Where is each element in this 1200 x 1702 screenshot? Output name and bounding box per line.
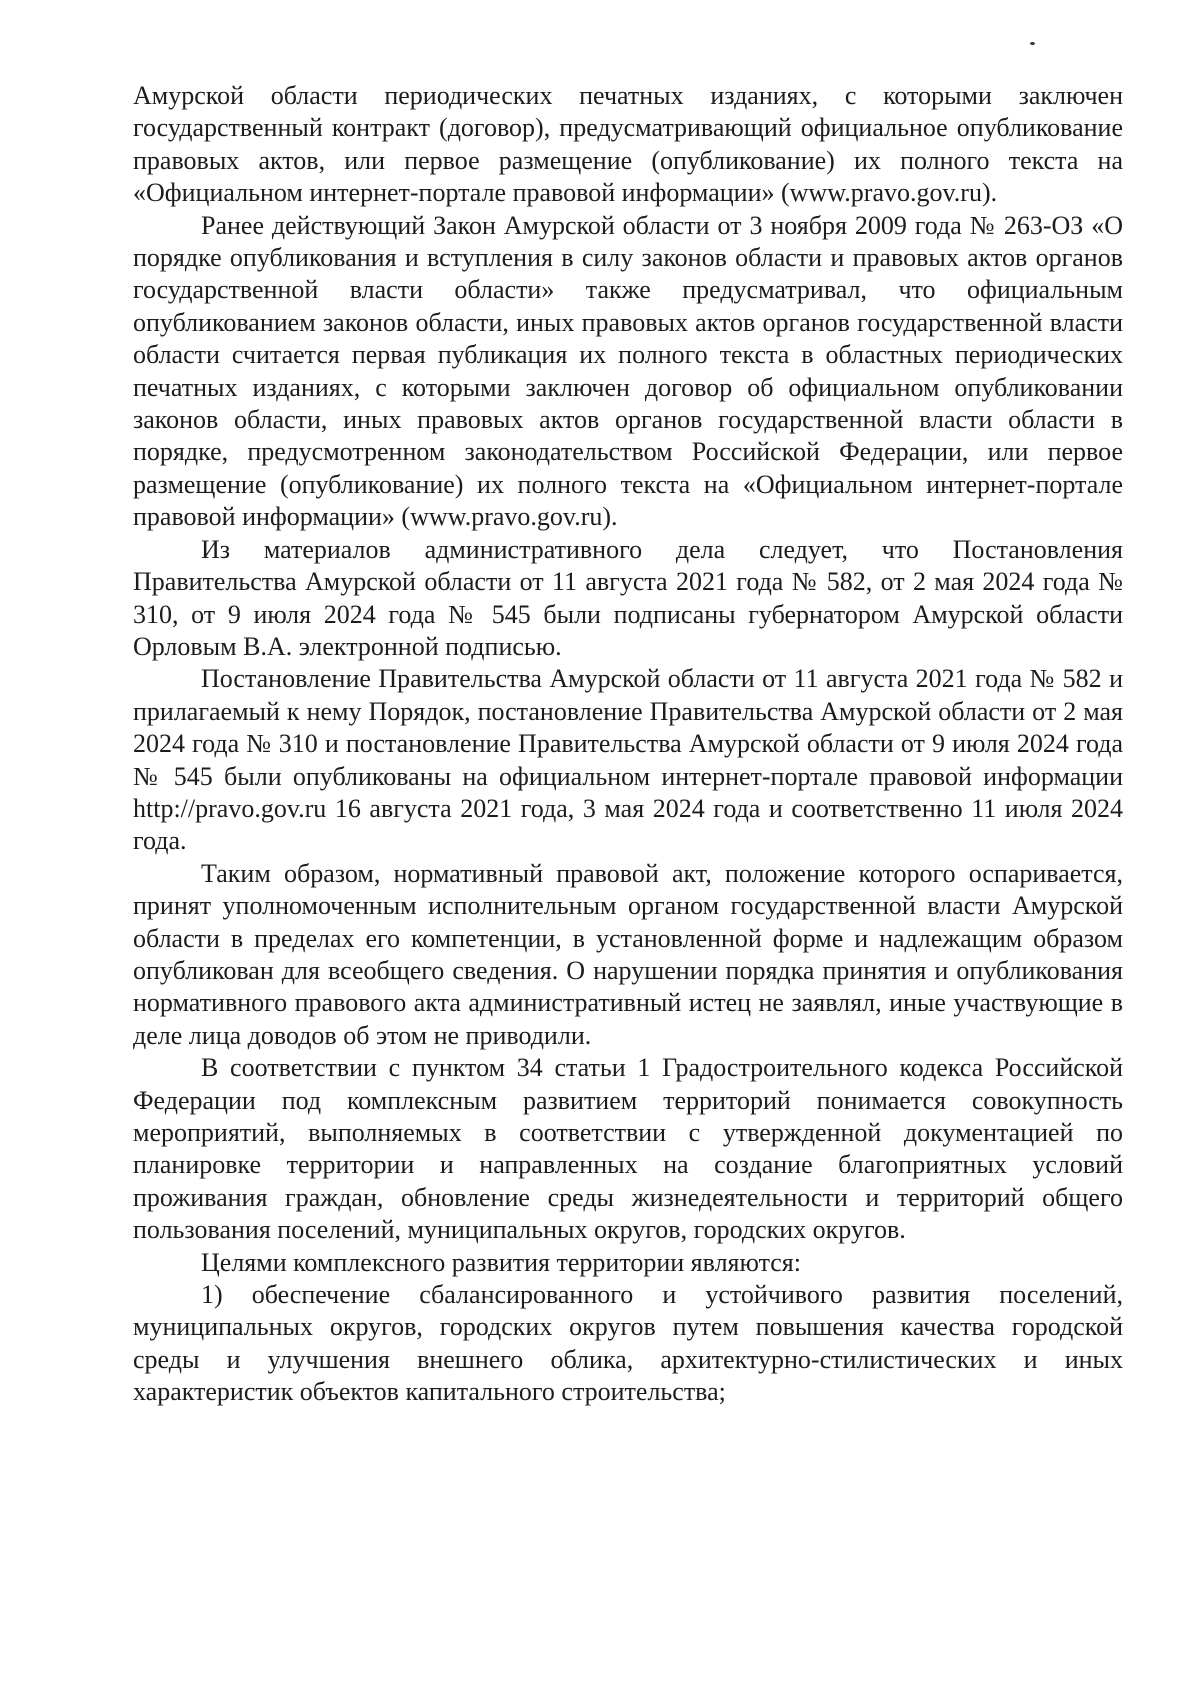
- paragraph: Таким образом, нормативный правовой акт, положение которого оспаривается, принят уполномоченным исполнительным органом государственной власти Амурской области в пределах его компетенции, в установленной форме и надлежащим образом опубликован для всеобщего сведения. О нарушении порядка принятия и опубликования нормативного правового акта административный истец не заявлял, иные участвующие в деле лица доводов об этом не приводили.: [133, 858, 1123, 1050]
- paragraph: Ранее действующий Закон Амурской области от 3 ноября 2009 года № 263-ОЗ «О порядке опубликования и вступления в силу законов области и правовых актов органов государственной власти области» также предусматривал, что официальным опубликованием законов области, иных правовых актов органов государственной власти области считается первая публикация их полного текста в областных периодических печатных изданиях, с которыми заключен договор об официальном опубликовании законов области, иных правовых актов органов государственной власти области в порядке, предусмотренном законодательством Российской Федерации, или первое размещение (опубликование) их полного текста на «Официальном интернет-портале правовой информации» (www.pravo.gov.ru).: [133, 210, 1123, 532]
- paragraph: В соответствии с пунктом 34 статьи 1 Градостроительного кодекса Российской Федерации под комплексным развитием территорий понимается совокупность мероприятий, выполняемых в соответствии с утвержденной документацией по планировке территории и направленных на создание благоприятных условий проживания граждан, обновление среды жизнедеятельности и территорий общего пользования поселений, муниципальных округов, городских округов.: [133, 1053, 1123, 1245]
- paragraph: Из материалов административного дела следует, что Постановления Правительства Амурской области от 11 августа 2021 года № 582, от 2 мая 2024 года № 310, от 9 июля 2024 года № 545 были подписаны губернатором Амурской области Орловым В.А. электронной подписью.: [133, 534, 1123, 661]
- paragraph: Амурской области периодических печатных изданиях, с которыми заключен государственный контракт (договор), предусматривающий официальное опубликование правовых актов, или первое размещение (опубликование) их полного текста на «Официальном интернет-портале правовой информации» (www.pravo.gov.ru).: [133, 81, 1123, 208]
- document-body: [133, 80, 1123, 1409]
- paragraph: 1) обеспечение сбалансированного и устойчивого развития поселений, муниципальных округов, городских округов путем повышения качества городской среды и улучшения внешнего облика, архитектурно-стилистических и иных характеристик объектов капитального строительства;: [133, 1280, 1123, 1407]
- paragraph: Целями комплексного развития территории являются:: [201, 1247, 801, 1277]
- scan-speck: [1030, 42, 1035, 45]
- paragraph: Постановление Правительства Амурской области от 11 августа 2021 года № 582 и прилагаемый к нему Порядок, постановление Правительства Амурской области от 2 мая 2024 года № 310 и постановление Правительства Амурской области от 9 июля 2024 года № 545 были опубликованы на официальном интернет-портале правовой информации http://pravo.gov.ru 16 августа 2021 года, 3 мая 2024 года и соответственно 11 июля 2024 года.: [133, 664, 1123, 856]
